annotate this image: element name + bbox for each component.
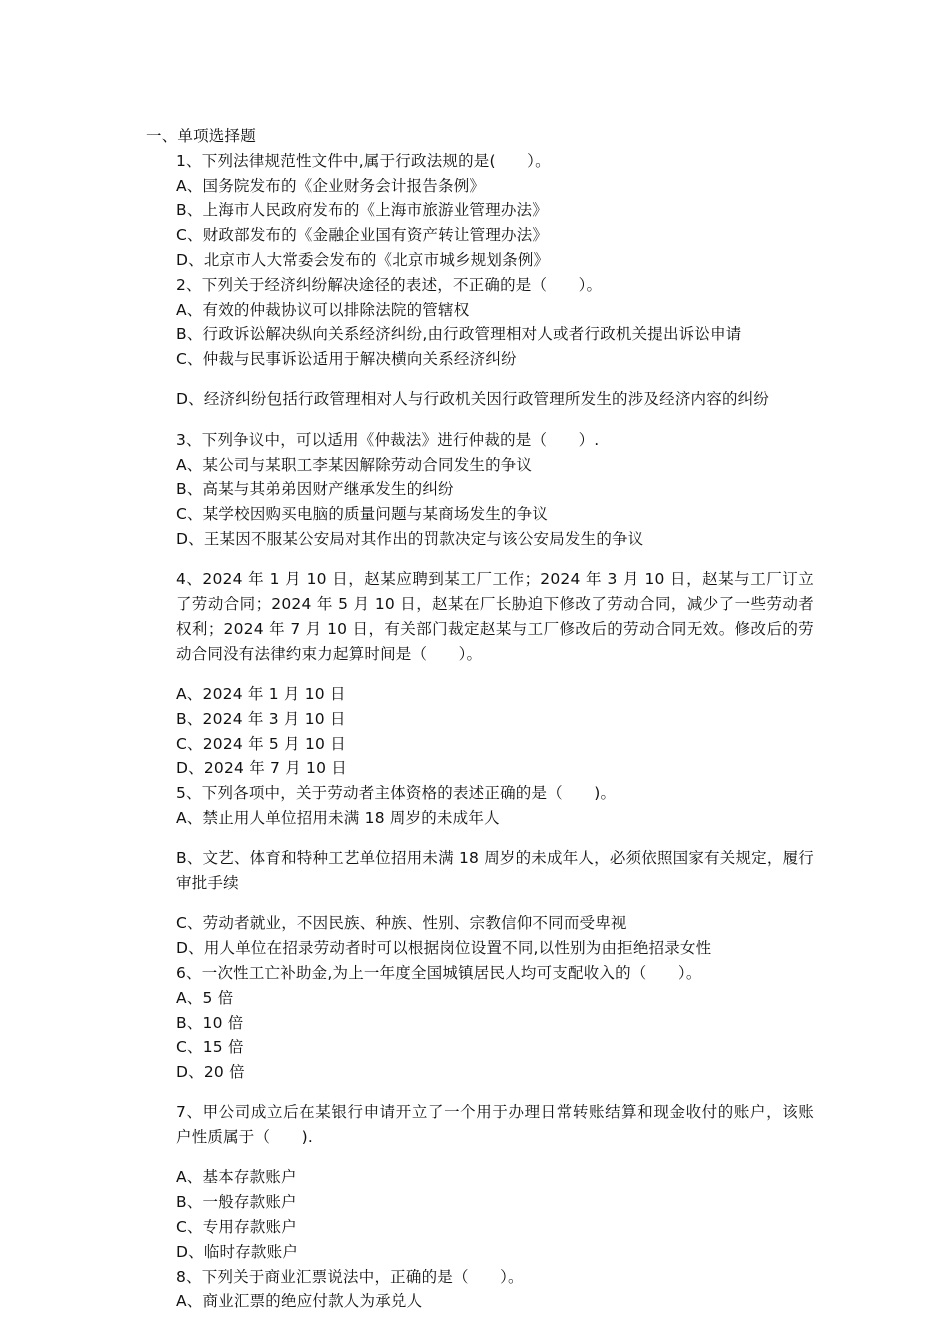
question-4-option-d: D、2024 年 7 月 10 日: [176, 759, 348, 778]
question-6-option-a: A、5 倍: [176, 988, 234, 1007]
question-7-option-a: A、基本存款账户: [176, 1168, 297, 1187]
question-5-option-c: C、劳动者就业，不因民族、种族、性别、宗教信仰不同而受卑视: [176, 914, 627, 933]
question-6-option-c: C、15 倍: [176, 1038, 244, 1057]
question-3-stem: 3、下列争议中，可以适用《仲裁法》进行仲裁的是（ ）.: [176, 430, 600, 449]
question-5-option-b: B、文艺、体育和特种工艺单位招用未满 18 周岁的未成年人，必须依照国家有关规定，履行审批手续: [176, 849, 814, 893]
question-7-option-d: D、临时存款账户: [176, 1242, 299, 1261]
document-body: [146, 124, 814, 1314]
question-5-option-a: A、禁止用人单位招用未满 18 周岁的未成年人: [176, 808, 500, 827]
question-1-stem: 1、下列法律规范性文件中,属于行政法规的是( ）。: [176, 151, 551, 170]
question-6-stem: 6、一次性工亡补助金,为上一年度全国城镇居民人均可支配收入的（ ）。: [176, 963, 702, 982]
question-1-option-b: B、上海市人民政府发布的《上海市旅游业管理办法》: [176, 201, 548, 220]
question-4-option-c: C、2024 年 5 月 10 日: [176, 734, 346, 753]
question-1-option-d: D、北京市人大常委会发布的《北京市城乡规划条例》: [176, 250, 550, 269]
question-3-option-b: B、高某与其弟弟因财产继承发生的纠纷: [176, 480, 454, 499]
question-8-stem: 8、下列关于商业汇票说法中，正确的是（ ）。: [176, 1267, 524, 1286]
question-3-option-c: C、某学校因购买电脑的质量问题与某商场发生的争议: [176, 505, 549, 524]
question-3-option-a: A、某公司与某职工李某因解除劳动合同发生的争议: [176, 455, 533, 474]
question-2-option-d: D、经济纠纷包括行政管理相对人与行政机关因行政管理所发生的涉及经济内容的纠纷: [176, 390, 770, 409]
question-3-option-d: D、王某因不服某公安局对其作出的罚款决定与该公安局发生的争议: [176, 529, 644, 548]
question-2-option-b: B、行政诉讼解决纵向关系经济纠纷,由行政管理相对人或者行政机关提出诉讼申请: [176, 325, 742, 344]
question-5-stem: 5、下列各项中，关于劳动者主体资格的表述正确的是（ )。: [176, 784, 617, 803]
question-7-option-b: B、一般存款账户: [176, 1193, 297, 1212]
question-6-option-b: B、10 倍: [176, 1013, 244, 1032]
question-2-option-c: C、仲裁与民事诉讼适用于解决横向关系经济纠纷: [176, 350, 517, 369]
question-5-option-d: D、用人单位在招录劳动者时可以根据岗位设置不同,以性别为由拒绝招录女性: [176, 939, 712, 958]
question-2-option-a: A、有效的仲裁协议可以排除法院的管辖权: [176, 300, 470, 319]
question-1-option-a: A、国务院发布的《企业财务会计报告条例》: [176, 176, 486, 195]
question-4-option-b: B、2024 年 3 月 10 日: [176, 709, 346, 728]
question-6-option-d: D、20 倍: [176, 1063, 245, 1082]
question-7-stem: 7、甲公司成立后在某银行申请开立了一个用于办理日常转账结算和现金收付的账户，该账户性质属于（ ).: [176, 1103, 814, 1147]
question-7-option-c: C、专用存款账户: [176, 1218, 297, 1237]
question-1-option-c: C、财政部发布的《金融企业国有资产转让管理办法》: [176, 226, 549, 245]
question-4-option-a: A、2024 年 1 月 10 日: [176, 684, 346, 703]
question-2-stem: 2、下列关于经济纠纷解决途径的表述，不正确的是（ ）。: [176, 275, 603, 294]
question-4-stem: 4、2024 年 1 月 10 日，赵某应聘到某工厂工作；2024 年 3 月 10 日，赵某与工厂订立了劳动合同；2024 年 5 月 10 日，赵某在厂长胁迫下修改了劳动合同，减少了一些劳动者权利；2024 年 7 月 10 日，有关部门裁定赵某与工厂修改后的劳动合同无效。修改后的劳动合同没有法律约束力起算时间是（ ）。: [176, 570, 814, 663]
section-title: 一、单项选择题: [146, 127, 256, 145]
question-8-option-a: A、商业汇票的绝应付款人为承兑人: [176, 1292, 423, 1311]
